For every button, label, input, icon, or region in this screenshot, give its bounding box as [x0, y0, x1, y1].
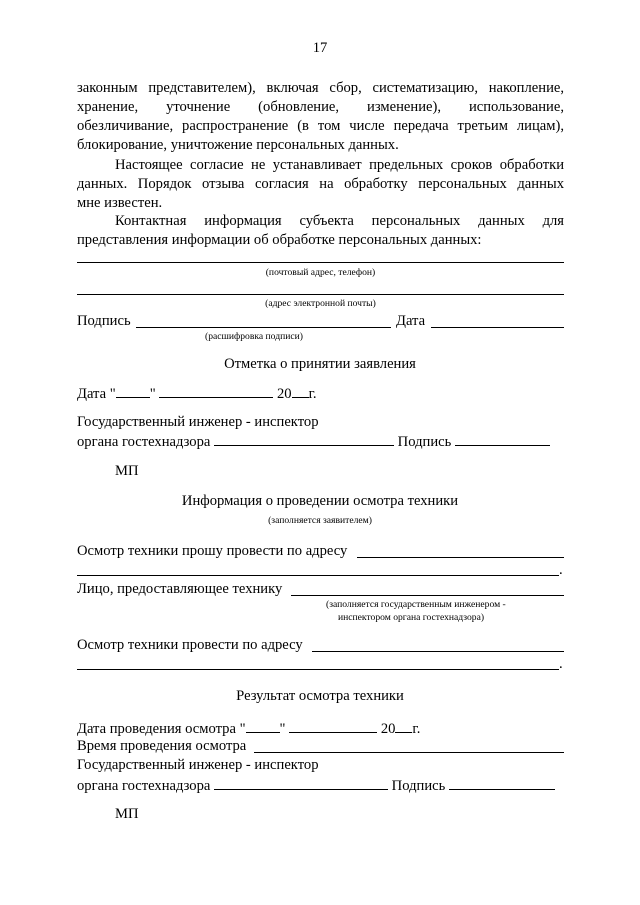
- inspector-title: Государственный инженер - инспектор: [77, 414, 319, 430]
- date-label: Дата ": [77, 386, 116, 402]
- inspection-address-order-field-continued[interactable]: [77, 669, 559, 670]
- filled-by-applicant-hint: (заполняется заявителем): [268, 515, 372, 526]
- stamp-label: МП: [115, 806, 139, 822]
- paragraph-line: мне известен.: [77, 195, 163, 211]
- person-providing-field[interactable]: [291, 595, 564, 596]
- paragraph-line: Контактная информация субъекта персональных данных для: [115, 213, 564, 229]
- year-prefix: 20: [380, 721, 396, 737]
- year-field[interactable]: [292, 384, 309, 398]
- inspection-date-row: [77, 719, 420, 738]
- inspector-org-row: [77, 776, 555, 795]
- paragraph-line: хранение, уточнение (обновление, изменение), использование,: [77, 99, 564, 115]
- paragraph-line: Настоящее согласие не устанавливает предельных сроков обработки: [115, 157, 564, 173]
- email-hint: (адрес электронной почты): [265, 298, 376, 309]
- paragraph-line: данных. Порядок отзыва согласия на обработку персональных данных: [77, 176, 564, 192]
- month-field[interactable]: [289, 719, 377, 733]
- paragraph-line: блокирование, уничтожение персональных данных.: [77, 137, 399, 153]
- acceptance-date-row: [77, 384, 317, 403]
- inspector-org-row: [77, 432, 550, 451]
- inspector-org-label: органа гостехнадзора: [77, 434, 211, 450]
- date-field[interactable]: [431, 327, 564, 328]
- acceptance-heading: Отметка о принятии заявления: [224, 356, 416, 372]
- signature-label: Подпись: [397, 434, 452, 450]
- inspection-date-label: Дата проведения осмотра ": [77, 721, 246, 737]
- stamp-label: МП: [115, 463, 139, 479]
- inspector-name-field[interactable]: [214, 776, 388, 790]
- inspection-address-field[interactable]: [357, 557, 564, 558]
- inspector-title: Государственный инженер - инспектор: [77, 757, 319, 773]
- filled-by-inspector-hint-1: (заполняется государственным инженером -: [326, 599, 506, 610]
- inspection-time-label: Время проведения осмотра: [77, 738, 247, 754]
- signature-label: Подпись: [391, 778, 446, 794]
- month-field[interactable]: [159, 384, 273, 398]
- inspection-address-request-label: Осмотр техники прошу провести по адресу: [77, 543, 348, 559]
- inspection-result-heading: Результат осмотра техники: [236, 688, 404, 704]
- inspection-address-order-label: Осмотр техники провести по адресу: [77, 637, 303, 653]
- postal-address-field[interactable]: [77, 262, 564, 263]
- inspector-signature-field[interactable]: [455, 432, 550, 446]
- quote-close: ": [149, 386, 156, 402]
- paragraph-line: законным представителем), включая сбор, систематизацию, накопление,: [77, 80, 564, 96]
- period: .: [559, 562, 563, 578]
- postal-address-hint: (почтовый адрес, телефон): [265, 267, 376, 278]
- signature-decode-hint: (расшифровка подписи): [205, 331, 303, 342]
- year-prefix: 20: [276, 386, 292, 402]
- date-label: Дата: [396, 313, 426, 329]
- email-field[interactable]: [77, 294, 564, 295]
- day-field[interactable]: [246, 719, 280, 733]
- filled-by-inspector-hint-2: инспектором органа гостехнадзора): [338, 612, 485, 623]
- page-number: 17: [312, 40, 328, 56]
- quote-close: ": [279, 721, 286, 737]
- period: .: [559, 656, 563, 672]
- year-suffix: г.: [412, 721, 421, 737]
- year-suffix: г.: [308, 386, 317, 402]
- inspection-address-order-field[interactable]: [312, 651, 564, 652]
- day-field[interactable]: [116, 384, 150, 398]
- year-field[interactable]: [395, 719, 412, 733]
- paragraph-line: представления информации об обработке персональных данных:: [77, 232, 482, 248]
- signature-label: Подпись: [77, 313, 131, 329]
- inspection-address-field-continued[interactable]: [77, 575, 559, 576]
- inspector-signature-field[interactable]: [449, 776, 555, 790]
- person-providing-label: Лицо, предоставляющее технику: [77, 581, 283, 597]
- inspector-org-label: органа гостехнадзора: [77, 778, 211, 794]
- inspector-name-field[interactable]: [214, 432, 394, 446]
- paragraph-line: обезличивание, распространение (в том числе передача третьим лицам),: [77, 118, 564, 134]
- inspection-info-heading: Информация о проведении осмотра техники: [181, 493, 459, 509]
- signature-field[interactable]: [136, 327, 391, 328]
- inspection-time-field[interactable]: [254, 752, 564, 753]
